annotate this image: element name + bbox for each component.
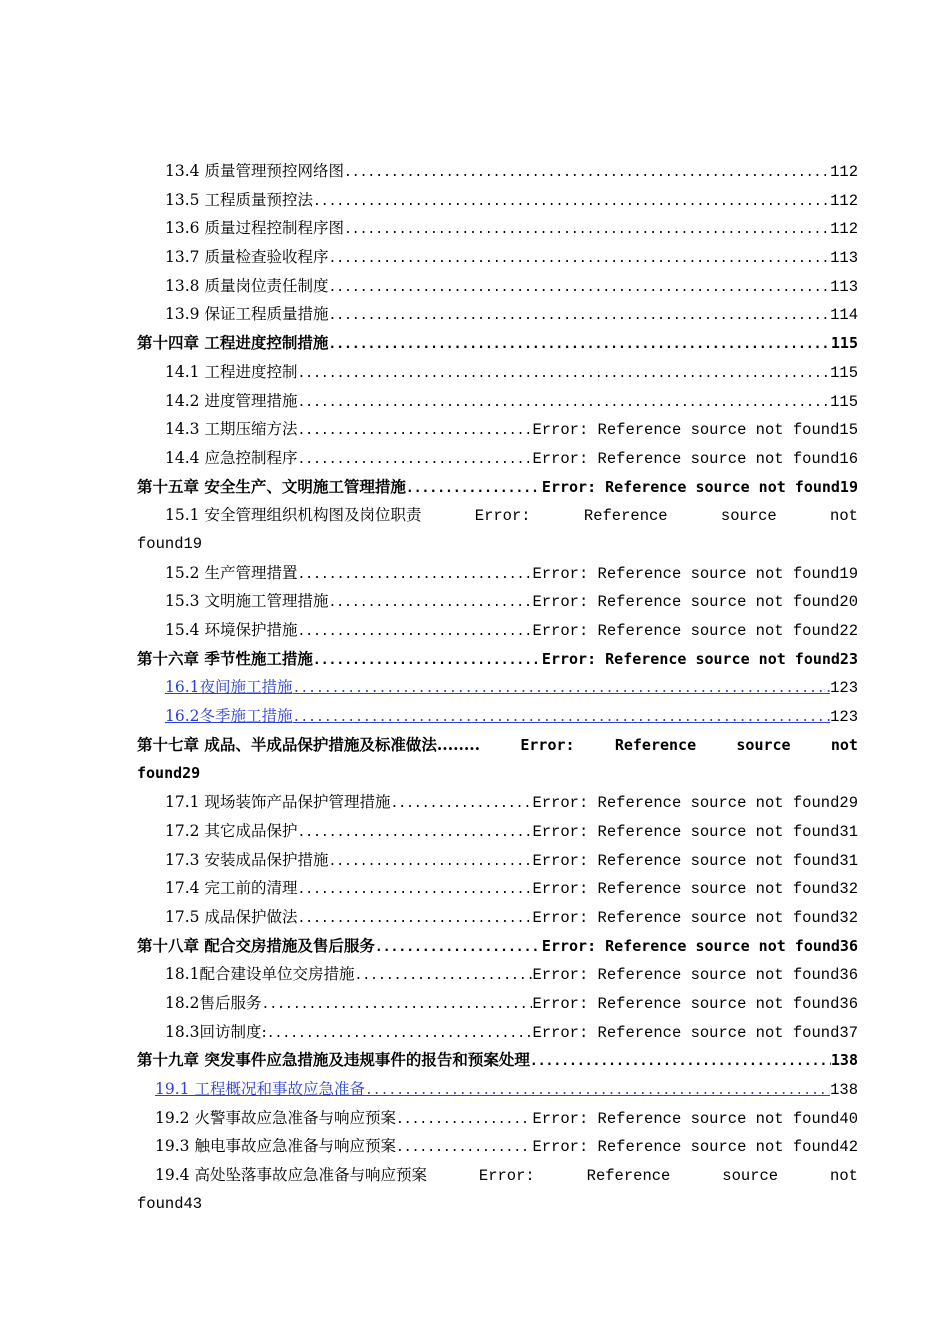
toc-entry-label: 19.2 火警事故应急准备与响应预案 (155, 1108, 396, 1127)
toc-entry-label: 第十四章 工程进度控制措施 (137, 333, 329, 353)
toc-entry-label: 13.9 保证工程质量措施 (165, 305, 329, 324)
toc-section-entry (137, 387, 858, 416)
toc-section-entry (137, 587, 858, 616)
toc-page-number: found19 (137, 534, 203, 553)
toc-dot-leader (328, 302, 830, 331)
toc-page-number: Error: Reference source not found16 (532, 449, 858, 468)
toc-entry-label: 13.4 质量管理预控网络图 (165, 162, 344, 180)
toc-entry-label: 14.4 应急控制程序 (165, 448, 298, 467)
toc-entry-label: 17.4 完工前的清理 (165, 879, 298, 898)
toc-entry-label: 15.4 环境保护措施 (165, 621, 298, 639)
toc-page-number: found43 (137, 1194, 203, 1213)
toc-section-entry (137, 501, 858, 558)
toc-page-number: Error: Reference source not found32 (532, 908, 858, 927)
toc-section-entry (137, 817, 858, 846)
toc-section-entry (137, 616, 858, 645)
toc-page-number: Error: Reference source not found36 (532, 966, 858, 985)
toc-section-entry (137, 960, 858, 989)
toc-dot-leader (396, 1134, 532, 1163)
toc-page-number: Error: Reference source not found15 (532, 421, 858, 440)
toc-page-number: Error: Reference source not found42 (532, 1138, 858, 1157)
toc-page-number: Error: Reference source not found29 (532, 794, 858, 813)
toc-section-entry (137, 846, 858, 875)
toc-dot-leader (297, 561, 532, 590)
toc-section-entry (137, 1161, 858, 1218)
toc-dot-leader (355, 962, 533, 991)
toc-page-number: 112 (830, 220, 858, 239)
toc-chapter-entry (137, 731, 858, 788)
toc-section-entry[interactable] (137, 702, 858, 731)
toc-page-number: Error: Reference source not found22 (532, 622, 858, 640)
toc-dot-leader (365, 1077, 830, 1106)
toc-section-entry (137, 214, 858, 243)
toc-dot-leader (328, 848, 532, 877)
toc-entry-label: 13.5 工程质量预控法 (165, 190, 313, 209)
toc-error-word: not (830, 735, 858, 754)
toc-error-word: Error: (520, 735, 575, 754)
toc-page-number: 123 (830, 679, 858, 698)
toc-dot-leader (396, 1106, 532, 1135)
toc-section-entry (137, 272, 858, 301)
toc-entry-label: 17.1 现场装饰产品保护管理措施 (165, 793, 391, 812)
toc-dot-leader (262, 991, 533, 1020)
toc-page-number: Error: Reference source not found23 (541, 649, 858, 668)
toc-dot-leader (328, 589, 532, 618)
toc-page-number: 138 (830, 1081, 858, 1099)
toc-page-number: Error: Reference source not found31 (532, 822, 858, 841)
toc-entry-label[interactable]: 16.2冬季施工措施 (165, 707, 293, 726)
toc-error-word: source (722, 1167, 779, 1186)
toc-page-number: Error: Reference source not found32 (532, 880, 858, 899)
toc-entry-label: 14.1 工程进度控制 (165, 362, 298, 381)
toc-section-entry (137, 903, 858, 932)
toc-page-number: Error: Reference source not found40 (532, 1109, 858, 1128)
toc-dot-leader (328, 245, 830, 274)
toc-dot-leader (406, 475, 542, 504)
toc-dot-leader (293, 675, 831, 704)
toc-entry-label[interactable]: 19.1 工程概况和事故应急准备 (155, 1080, 365, 1098)
toc-entry-label: 18.3回访制度: (165, 1022, 267, 1041)
toc-entry-label: 18.1配合建设单位交房措施 (165, 965, 355, 984)
toc-error-word: Reference (614, 735, 697, 754)
toc-chapter-entry (137, 329, 858, 358)
toc-error-word: Error: (474, 507, 531, 526)
toc-error-word: not (830, 1167, 858, 1186)
toc-page-number: Error: Reference source not found20 (532, 593, 858, 612)
toc-dot-leader (297, 905, 532, 934)
toc-page-number: Error: Reference source not found37 (532, 1023, 858, 1042)
toc-page-number: found29 (137, 764, 201, 783)
toc-section-entry (137, 1132, 858, 1161)
toc-entry-label: 14.2 进度管理措施 (165, 391, 298, 410)
toc-chapter-entry (137, 473, 858, 502)
toc-entry-label: 13.7 质量检查验收程序 (165, 248, 329, 267)
toc-entry-label: 17.3 安装成品保护措施 (165, 850, 329, 869)
toc-entry-label[interactable]: 16.1夜间施工措施 (165, 678, 293, 697)
toc-dot-leader (344, 216, 830, 245)
toc-section-entry (137, 1018, 858, 1047)
toc-entry-label: 19.4 高处坠落事故应急准备与响应预案 (155, 1166, 427, 1185)
toc-dot-leader (328, 331, 831, 360)
toc-section-entry (137, 989, 858, 1018)
toc-section-entry (137, 157, 858, 186)
toc-dot-leader (297, 446, 532, 475)
toc-entry-label: 19.3 触电事故应急准备与响应预案 (155, 1137, 396, 1156)
toc-dot-leader (375, 934, 542, 963)
toc-dot-leader (297, 417, 532, 446)
toc-dot-leader (328, 274, 830, 303)
toc-dot-leader (297, 819, 532, 848)
toc-error-word: not (830, 507, 858, 526)
toc-error-word: source (720, 507, 777, 526)
toc-dot-leader (344, 159, 830, 188)
toc-page-number: 114 (830, 306, 858, 325)
toc-chapter-entry (137, 1046, 858, 1075)
toc-dot-leader (390, 790, 532, 819)
toc-entry-label: 13.6 质量过程控制程序图 (165, 219, 344, 238)
toc-section-entry (137, 186, 858, 215)
toc-dot-leader (297, 389, 830, 418)
toc-dot-leader (293, 704, 831, 733)
toc-dot-leader (297, 360, 830, 389)
toc-chapter-entry (137, 645, 858, 674)
toc-entry-label: 17.2 其它成品保护 (165, 821, 298, 840)
toc-page-number: 113 (830, 277, 858, 296)
toc-section-entry (137, 1104, 858, 1133)
toc-entry-label: 15.3 文明施工管理措施 (165, 592, 329, 611)
toc-page-number: Error: Reference source not found31 (532, 851, 858, 870)
toc-entry-label: 第十九章 突发事件应急措施及违规事件的报告和预案处理 (137, 1050, 530, 1070)
toc-dot-leader (297, 876, 532, 905)
toc-section-entry (137, 300, 858, 329)
toc-section-entry (137, 444, 858, 473)
toc-error-word: Reference (583, 507, 668, 526)
toc-entry-label: 14.3 工期压缩方法 (165, 420, 298, 439)
toc-dot-leader (530, 1048, 831, 1077)
toc-page-number: 123 (830, 708, 858, 727)
toc-entry-label: 第十七章 成品、半成品保护措施及标准做法........ (137, 734, 481, 754)
toc-section-entry (137, 559, 858, 588)
toc-section-entry (137, 243, 858, 272)
toc-page-number: 138 (830, 1051, 858, 1070)
toc-section-entry (137, 415, 858, 444)
toc-section-entry (137, 874, 858, 903)
toc-dot-leader (313, 647, 542, 676)
toc-chapter-entry (137, 932, 858, 961)
toc-entry-label: 15.2 生产管理措置 (165, 563, 298, 582)
toc-entry-label: 第十六章 季节性施工措施 (137, 648, 313, 668)
toc-entry-label: 15.1 安全管理组织机构图及岗位职责 (165, 506, 422, 525)
toc-page-number: Error: Reference source not found36 (532, 994, 858, 1013)
toc-dot-leader (313, 188, 830, 217)
toc-page-number: Error: Reference source not found19 (532, 564, 858, 583)
toc-entry-label: 18.2售后服务 (165, 993, 262, 1012)
toc-section-entry (137, 358, 858, 387)
toc-entry-label: 17.5 成品保护做法 (165, 907, 298, 926)
toc-page-number: 115 (830, 363, 858, 382)
toc-page-number: 115 (830, 392, 858, 411)
toc-page-number: Error: Reference source not found19 (541, 477, 858, 496)
toc-error-word: Reference (586, 1167, 671, 1186)
toc-page-number: Error: Reference source not found36 (541, 936, 858, 955)
toc-entry-label: 第十八章 配合交房措施及售后服务 (137, 935, 375, 955)
table-of-contents (137, 157, 858, 1218)
toc-dot-leader (297, 618, 532, 647)
toc-section-entry[interactable] (137, 1075, 858, 1104)
toc-error-word: source (736, 735, 791, 754)
toc-page-number: 113 (830, 249, 858, 268)
toc-section-entry[interactable] (137, 673, 858, 702)
toc-entry-label: 13.8 质量岗位责任制度 (165, 276, 329, 295)
toc-entry-label: 第十五章 安全生产、文明施工管理措施 (137, 476, 406, 496)
toc-error-word: Error: (478, 1167, 535, 1186)
toc-page-number: 112 (830, 163, 858, 181)
toc-section-entry (137, 788, 858, 817)
toc-page-number: 115 (830, 334, 858, 353)
toc-page-number: 112 (830, 191, 858, 210)
toc-dot-leader (267, 1020, 533, 1049)
